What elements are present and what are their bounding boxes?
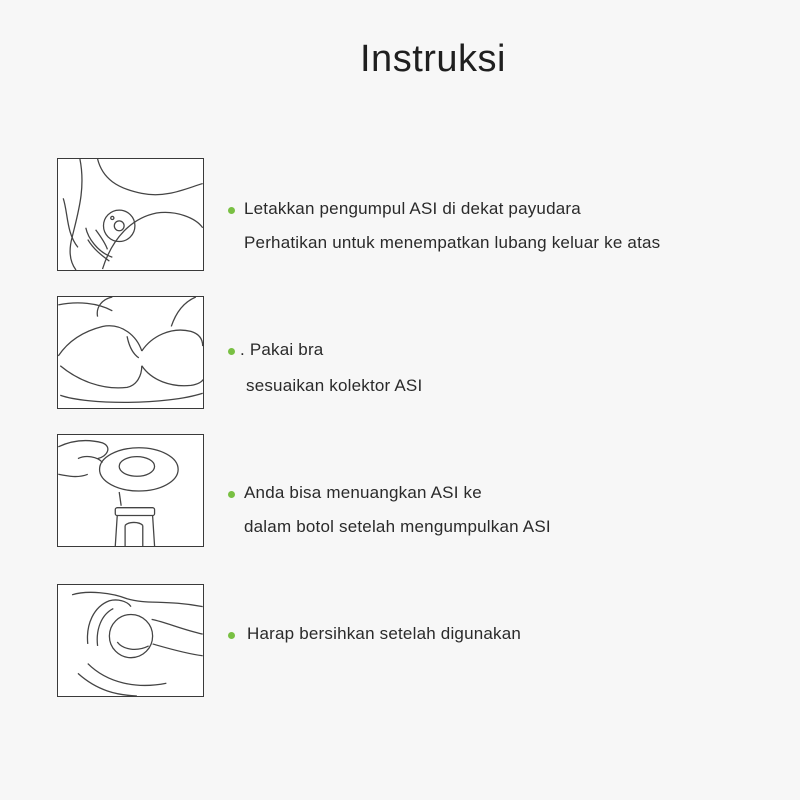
step-3-line-1: Anda bisa menuangkan ASI ke — [244, 483, 482, 502]
page-title: Instruksi — [360, 38, 506, 80]
bullet-dot — [228, 632, 235, 639]
step-4-line-1: Harap bersihkan setelah digunakan — [247, 624, 522, 643]
pouring-drawing — [58, 435, 203, 546]
illustration-pouring-milk — [57, 434, 204, 547]
step-2-line-1: . Pakai bra — [240, 340, 324, 359]
collector-placement-drawing — [58, 159, 203, 270]
bra-drawing — [58, 297, 203, 408]
step-1-line-2: Perhatikan untuk menempatkan lubang keluar ke atas — [244, 233, 661, 252]
illustration-bra-over-collector — [57, 296, 204, 409]
step-1-line-1: Letakkan pengumpul ASI di dekat payudara — [244, 199, 581, 218]
illustration-cleaning-collector — [57, 584, 204, 697]
step-3-line-2: dalam botol setelah mengumpulkan ASI — [244, 517, 551, 536]
bullet-dot — [228, 348, 235, 355]
cleaning-drawing — [58, 585, 203, 696]
bullet-dot — [228, 491, 235, 498]
illustration-hand-holding-collector — [57, 158, 204, 271]
step-2-line-2: sesuaikan kolektor ASI — [246, 376, 423, 395]
bullet-dot — [228, 207, 235, 214]
